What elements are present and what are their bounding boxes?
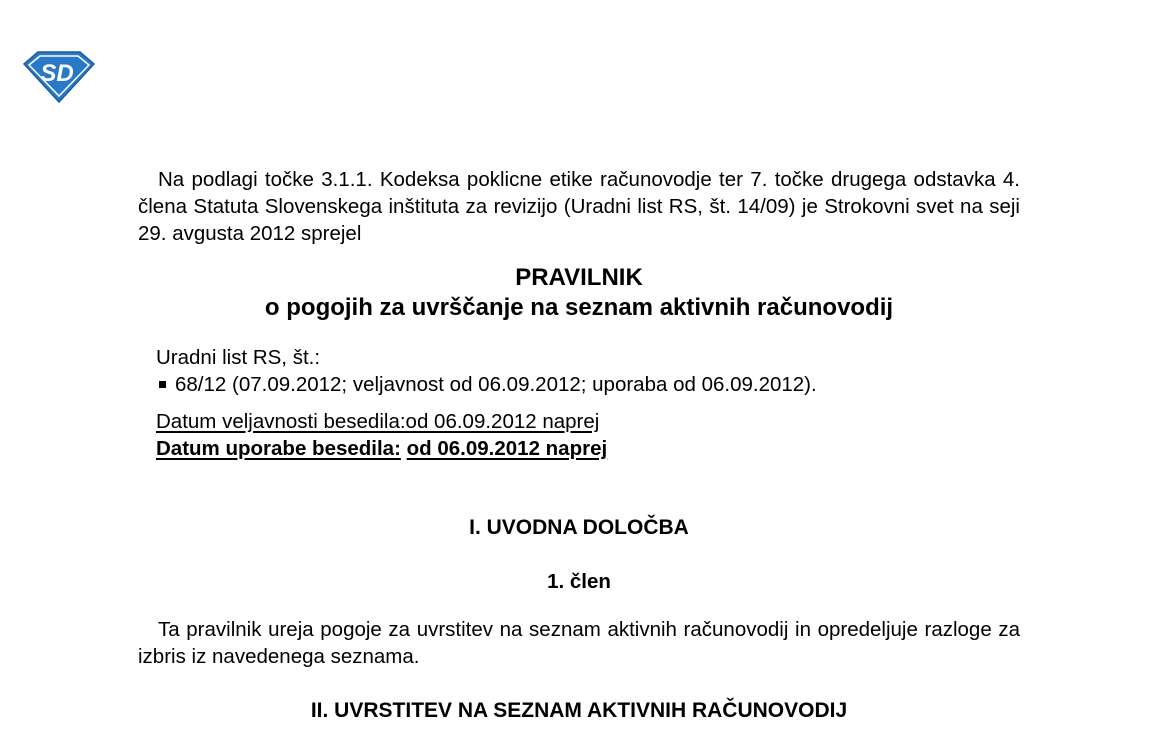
validity-date-text: Datum veljavnosti besedila:od 06.09.2012 naprej xyxy=(156,410,600,433)
document-subtitle: o pogojih za uvrščanje na seznam aktivnih računovodij xyxy=(264,294,894,321)
bullet-icon xyxy=(159,381,166,388)
article-1-heading: 1. člen xyxy=(547,570,611,593)
intro-paragraph: Na podlagi točke 3.1.1. Kodeksa poklicne etike računovodje ter 7. točke drugega odstavka 4. člena Statuta Slovenskega inštituta za revizijo (Uradni list RS, št. 14/09) je Strokovni svet na seji 29. avgusta 2012 sprejel xyxy=(138,168,1020,245)
application-date-line xyxy=(156,435,1020,462)
section-2-title: II. UVRSTITEV NA SEZNAM AKTIVNIH RAČUNOVODIJ xyxy=(310,698,848,722)
diamond-logo-icon xyxy=(22,50,96,104)
application-date-label: Datum uporabe besedila: xyxy=(156,437,401,460)
validity-dates xyxy=(156,408,1020,462)
section-1-title: I. UVODNA DOLOČBA xyxy=(469,516,689,539)
application-date-value: od 06.09.2012 naprej xyxy=(406,437,608,460)
publication-info xyxy=(156,344,1020,398)
publication-label: Uradni list RS, št.: xyxy=(156,346,321,369)
validity-date-line xyxy=(156,408,1020,435)
institute-logo xyxy=(22,50,96,104)
publication-entry xyxy=(156,371,1020,398)
document-title: PRAVILNIK xyxy=(515,264,643,291)
document-body xyxy=(138,166,1020,724)
article-1-text: Ta pravilnik ureja pogoje za uvrstitev na seznam aktivnih računovodij in opredeljuje razloge za izbris iz navedenega seznama. xyxy=(138,617,1020,668)
publication-entry-text: 68/12 (07.09.2012; veljavnost od 06.09.2012; uporaba od 06.09.2012). xyxy=(175,373,817,396)
logo-letters: SD xyxy=(40,60,74,87)
